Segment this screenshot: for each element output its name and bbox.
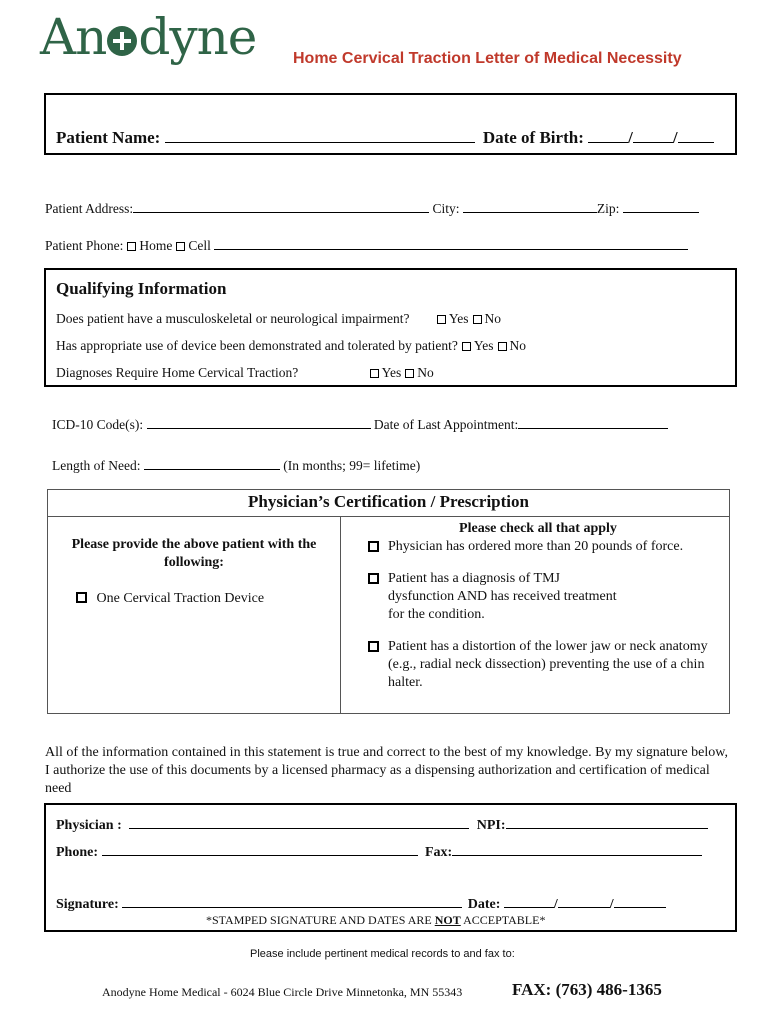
certification-title: Physician’s Certification / Prescription (48, 490, 729, 517)
icd-field[interactable] (147, 415, 371, 429)
date-year-field[interactable] (614, 894, 666, 908)
force-label: Physician has ordered more than 20 pounds of force. (388, 539, 684, 554)
physician-label: Physician : (56, 818, 122, 833)
question-row (56, 338, 526, 354)
right-column (350, 520, 726, 692)
traction-device-item (76, 591, 330, 607)
no-label: No (509, 338, 526, 353)
yes-checkbox[interactable] (462, 342, 471, 351)
patient-name-label: Patient Name: (56, 128, 161, 147)
date-label: Date: (467, 897, 501, 912)
fax-field[interactable] (452, 842, 702, 856)
physician-box (44, 803, 737, 932)
phone-row (56, 842, 702, 861)
yes-label: Yes (473, 338, 494, 353)
yes-label: Yes (381, 365, 402, 380)
npi-field[interactable] (506, 815, 708, 829)
certification-box (47, 489, 730, 714)
traction-device-checkbox[interactable] (76, 592, 87, 603)
footer-fax: FAX: (763) 486-1365 (512, 980, 662, 999)
right-heading: Please check all that apply (459, 521, 617, 536)
signature-label: Signature: (56, 897, 119, 912)
force-item (368, 538, 726, 556)
patient-name-box (44, 93, 737, 155)
physician-row (56, 815, 708, 834)
cell-label: Cell (188, 238, 211, 253)
yes-checkbox[interactable] (437, 315, 446, 324)
left-heading: Please provide the above patient with the following: (71, 537, 317, 570)
footer-address: Anodyne Home Medical - 6024 Blue Circle Drive Minnetonka, MN 55343 (102, 985, 463, 999)
zip-field[interactable] (623, 199, 699, 213)
stamp-note-not: NOT (434, 913, 461, 927)
yes-label: Yes (448, 311, 469, 326)
city-label: City: (432, 201, 460, 216)
dob-label: Date of Birth: (482, 128, 584, 147)
records-note: Please include pertinent medical records to and fax to: (250, 948, 515, 960)
dob-separator: / (628, 128, 633, 147)
length-row (52, 456, 420, 474)
signature-row (56, 894, 666, 913)
force-checkbox[interactable] (368, 541, 379, 552)
date-separator: / (609, 897, 614, 912)
document-title: Home Cervical Traction Letter of Medical Necessity (293, 50, 682, 67)
last-appointment-label: Date of Last Appointment: (373, 417, 519, 432)
date-separator: / (553, 897, 558, 912)
question-diagnoses: Diagnoses Require Home Cervical Traction? (56, 365, 299, 380)
traction-device-label: One Cervical Traction Device (96, 591, 265, 606)
cell-checkbox[interactable] (176, 242, 185, 251)
length-of-need-note: (In months; 99= lifetime) (283, 458, 421, 473)
yes-checkbox[interactable] (370, 369, 379, 378)
patient-address-row (45, 199, 699, 217)
dob-separator: / (672, 128, 678, 147)
question-impairment: Does patient have a musculoskeletal or neurological impairment? (56, 311, 410, 326)
question-row (56, 311, 501, 327)
patient-address-label: Patient Address: (45, 201, 134, 216)
jaw-distortion-checkbox[interactable] (368, 641, 379, 652)
home-label: Home (139, 238, 173, 253)
tmj-item (368, 570, 726, 624)
jaw-distortion-item (368, 638, 726, 692)
zip-label: Zip: (596, 201, 620, 216)
no-checkbox[interactable] (498, 342, 507, 351)
last-appointment-field[interactable] (518, 415, 668, 429)
patient-name-field[interactable] (165, 129, 475, 143)
no-checkbox[interactable] (405, 369, 414, 378)
logo-text-end: dyne (138, 8, 257, 66)
no-label: No (417, 365, 434, 380)
date-month-field[interactable] (504, 894, 554, 908)
phone-field[interactable] (102, 842, 418, 856)
jaw-distortion-label: Patient has a distortion of the lower jaw or neck anatomy (e.g., radial neck dissection) preventing the use of a chin halter. (388, 639, 708, 690)
no-label: No (484, 311, 502, 326)
certification-statement: All of the information contained in this statement is true and correct to the best of my knowledge. By my signature below, I authorize the use of this documents by a licensed pharmacy as a dispensing authorization and certification of medical need (45, 745, 728, 796)
no-checkbox[interactable] (473, 315, 482, 324)
qualifying-info-box (44, 268, 737, 387)
dob-month-field[interactable] (588, 129, 628, 143)
npi-label: NPI: (476, 818, 506, 833)
patient-address-field[interactable] (133, 199, 429, 213)
qualifying-info-title: Qualifying Information (56, 279, 227, 298)
home-checkbox[interactable] (127, 242, 136, 251)
question-row (56, 365, 434, 381)
tmj-label: Patient has a diagnosis of TMJ dysfunction AND has received treatment for the condition. (388, 571, 617, 622)
tmj-checkbox[interactable] (368, 573, 379, 584)
dob-year-field[interactable] (678, 129, 714, 143)
date-day-field[interactable] (558, 894, 610, 908)
icd-label: ICD-10 Code(s): (52, 417, 144, 432)
logo-text-start: An (40, 8, 107, 66)
city-field[interactable] (463, 199, 597, 213)
physician-field[interactable] (129, 815, 469, 829)
phone-label: Phone: (56, 845, 98, 860)
stamp-note-end: ACCEPTABLE* (460, 913, 546, 927)
stamp-note (206, 913, 545, 928)
patient-name-row (56, 128, 714, 148)
patient-phone-field[interactable] (214, 236, 688, 250)
anodyne-logo (40, 8, 257, 66)
column-divider (340, 517, 341, 713)
length-of-need-field[interactable] (144, 456, 280, 470)
length-of-need-label: Length of Need: (52, 458, 141, 473)
left-column (58, 536, 330, 607)
icd-row (52, 415, 668, 433)
fax-label: Fax: (425, 845, 453, 860)
question-device-use: Has appropriate use of device been demonstrated and tolerated by patient? (56, 338, 458, 353)
patient-phone-row (45, 236, 688, 254)
patient-phone-label: Patient Phone: (45, 238, 124, 253)
dob-day-field[interactable] (633, 129, 673, 143)
stamp-note-start: *STAMPED SIGNATURE AND DATES ARE (206, 913, 435, 927)
medical-cross-icon (107, 26, 137, 56)
signature-field[interactable] (122, 894, 462, 908)
